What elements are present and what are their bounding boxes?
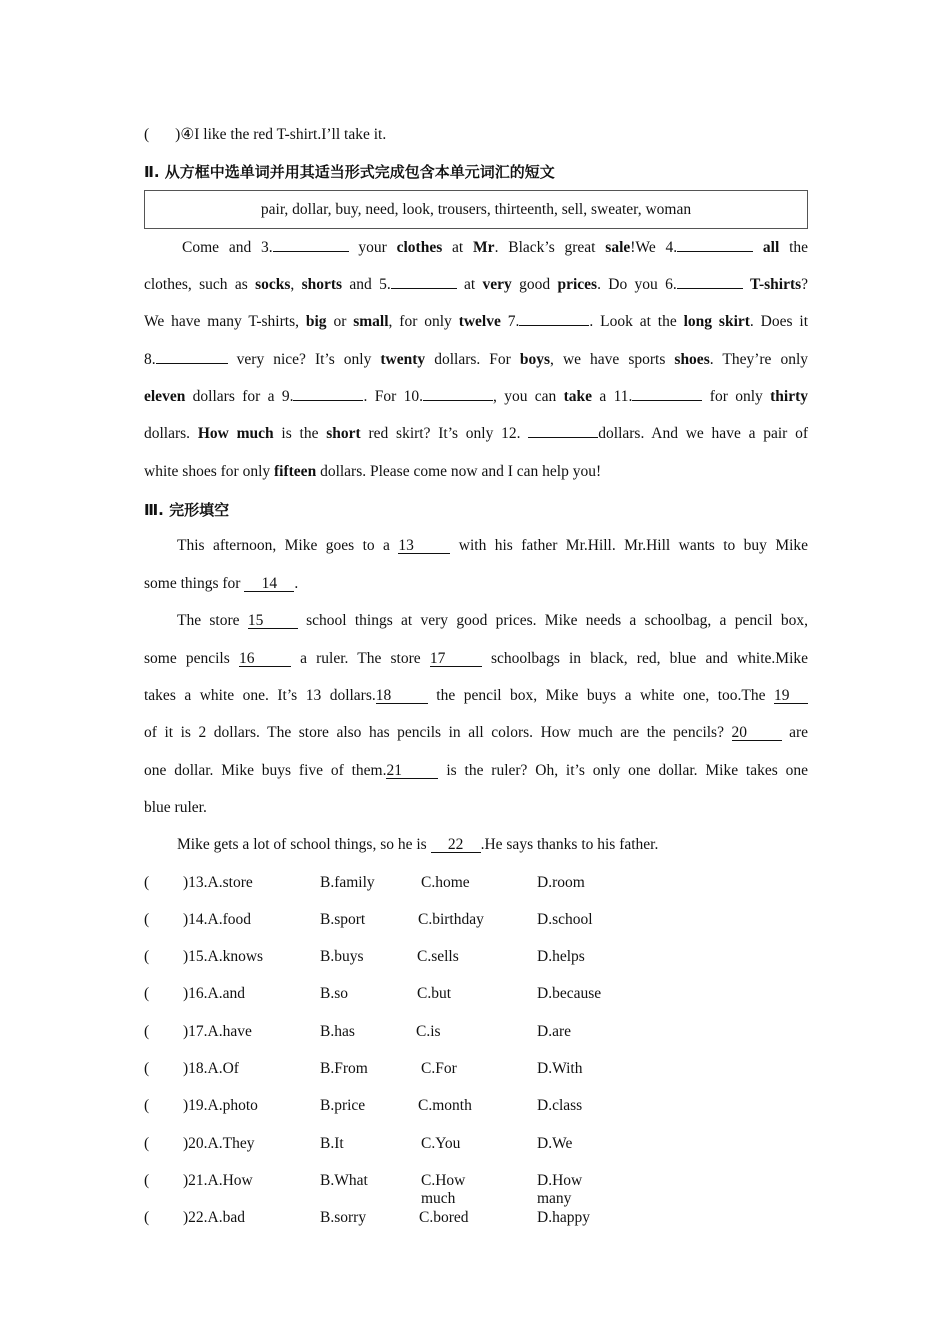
cloze-line: blue ruler. [144, 799, 207, 816]
blank-15: 15 [248, 614, 298, 629]
blank-14: 14 [244, 577, 294, 592]
passage-line: 8. very nice? It’s only twenty dollars. For boys, we have sports shoes. They’re only [144, 351, 809, 368]
option-a: )18.A.Of [183, 1060, 239, 1077]
answer-paren: ( [144, 1023, 150, 1040]
option-c: C.but [417, 985, 452, 1002]
passage-line: white shoes for only fifteen dollars. Please come now and I can help you! [144, 463, 602, 480]
answer-paren: ( [144, 985, 150, 1002]
section-2-title: Ⅱ. 从方框中选单词并用其适当形式完成包含本单元词汇的短文 [144, 163, 555, 181]
passage-line: We have many T-shirts, big or small, for only twelve 7. . Look at the long skirt. Does it [144, 313, 809, 330]
option-d: D.How many [537, 1172, 583, 1207]
option-d: D.We [537, 1135, 573, 1152]
blank-17: 17 [430, 652, 482, 667]
cloze-line: The store 15 school things at very good prices. Mike needs a schoolbag, a pencil box, [177, 612, 809, 629]
option-a: )17.A.have [183, 1023, 252, 1040]
answer-paren: ( [144, 126, 150, 143]
cloze-line: some pencils 16 a ruler. The store 17 schoolbags in black, red, blue and white.Mike [144, 650, 809, 667]
passage-line: eleven dollars for a 9. . For 10. , you can take a 11. for only thirty [144, 388, 808, 405]
answer-paren: ( [144, 874, 150, 891]
option-a: )21.A.How [183, 1172, 253, 1189]
option-d: D.are [537, 1023, 571, 1040]
question-4-text: )④I like the red T-shirt.I’ll take it. [175, 126, 387, 143]
option-b: B.sport [320, 911, 366, 928]
option-b: B.It [320, 1135, 344, 1152]
option-c: C.bored [419, 1209, 469, 1226]
blank-19: 19 [774, 689, 808, 704]
blank-13: 13 [398, 539, 450, 554]
option-c: C.is [416, 1023, 441, 1040]
option-a: )19.A.photo [183, 1097, 258, 1114]
cloze-line: takes a white one. It’s 13 dollars.18 the pencil box, Mike buys a white one, too.The 19 [144, 687, 808, 705]
option-c: C.For [421, 1060, 457, 1077]
answer-paren: ( [144, 1097, 150, 1114]
question-4 [144, 125, 808, 144]
answer-paren: ( [144, 1209, 150, 1226]
option-c: C.month [418, 1097, 472, 1114]
option-d: D.helps [537, 948, 585, 965]
cloze-line: This afternoon, Mike goes to a 13 with his father Mr.Hill. Mr.Hill wants to buy Mike [177, 537, 809, 554]
option-c: C.home [421, 874, 470, 891]
option-b: B.family [320, 874, 375, 891]
option-b: B.What [320, 1172, 368, 1189]
cloze-line: of it is 2 dollars. The store also has pencils in all colors. How much are the pencils? 20 are [144, 724, 808, 741]
option-c: C.birthday [418, 911, 484, 928]
option-c: C.sells [417, 948, 459, 965]
blank-22: 22 [431, 838, 481, 853]
passage-line: clothes, such as socks, shorts and 5. at very good prices. Do you 6. T-shirts? [144, 276, 809, 293]
option-d: D.class [537, 1097, 583, 1114]
option-b: B.buys [320, 948, 364, 965]
blank-20: 20 [732, 726, 782, 741]
option-a: )16.A.and [183, 985, 245, 1002]
passage-line: Come and 3. your clothes at Mr. Black’s great sale!We 4. all the [182, 239, 809, 256]
option-b: B.price [320, 1097, 366, 1114]
cloze-line: Mike gets a lot of school things, so he is 22 .He says thanks to his father. [177, 836, 659, 853]
option-b: B.so [320, 985, 348, 1002]
option-d: D.happy [537, 1209, 590, 1226]
option-d: D.With [537, 1060, 583, 1077]
passage-line: dollars. How much is the short red skirt? It’s only 12. dollars. And we have a pair of [144, 425, 809, 442]
option-a: )14.A.food [183, 911, 252, 928]
cloze-line: some things for 14 . [144, 575, 299, 592]
option-a: )13.A.store [183, 874, 253, 891]
answer-paren: ( [144, 1172, 150, 1189]
option-d: D.school [537, 911, 593, 928]
answer-paren: ( [144, 1060, 150, 1077]
option-a: )20.A.They [183, 1135, 255, 1152]
answer-paren: ( [144, 911, 150, 928]
blank-18: 18 [376, 689, 428, 704]
option-c: C.You [421, 1135, 461, 1152]
option-b: B.sorry [320, 1209, 367, 1226]
answer-paren: ( [144, 948, 150, 965]
cloze-line: one dollar. Mike buys five of them.21 is the ruler? Oh, it’s only one dollar. Mike takes one [144, 762, 808, 779]
option-d: D.because [537, 985, 602, 1002]
blank-21: 21 [386, 764, 438, 779]
option-d: D.room [537, 874, 585, 891]
word-box-text: pair, dollar, buy, need, look, trousers, thirteenth, sell, sweater, woman [260, 200, 692, 218]
answer-paren: ( [144, 1135, 150, 1152]
option-b: B.has [320, 1023, 355, 1040]
section-3-title: Ⅲ. 完形填空 [144, 501, 230, 519]
blank-16: 16 [239, 652, 291, 667]
option-a: )15.A.knows [183, 948, 264, 965]
word-box [144, 190, 808, 229]
option-b: B.From [320, 1060, 368, 1077]
option-c: C.How much [421, 1172, 466, 1207]
option-a: )22.A.bad [183, 1209, 245, 1226]
